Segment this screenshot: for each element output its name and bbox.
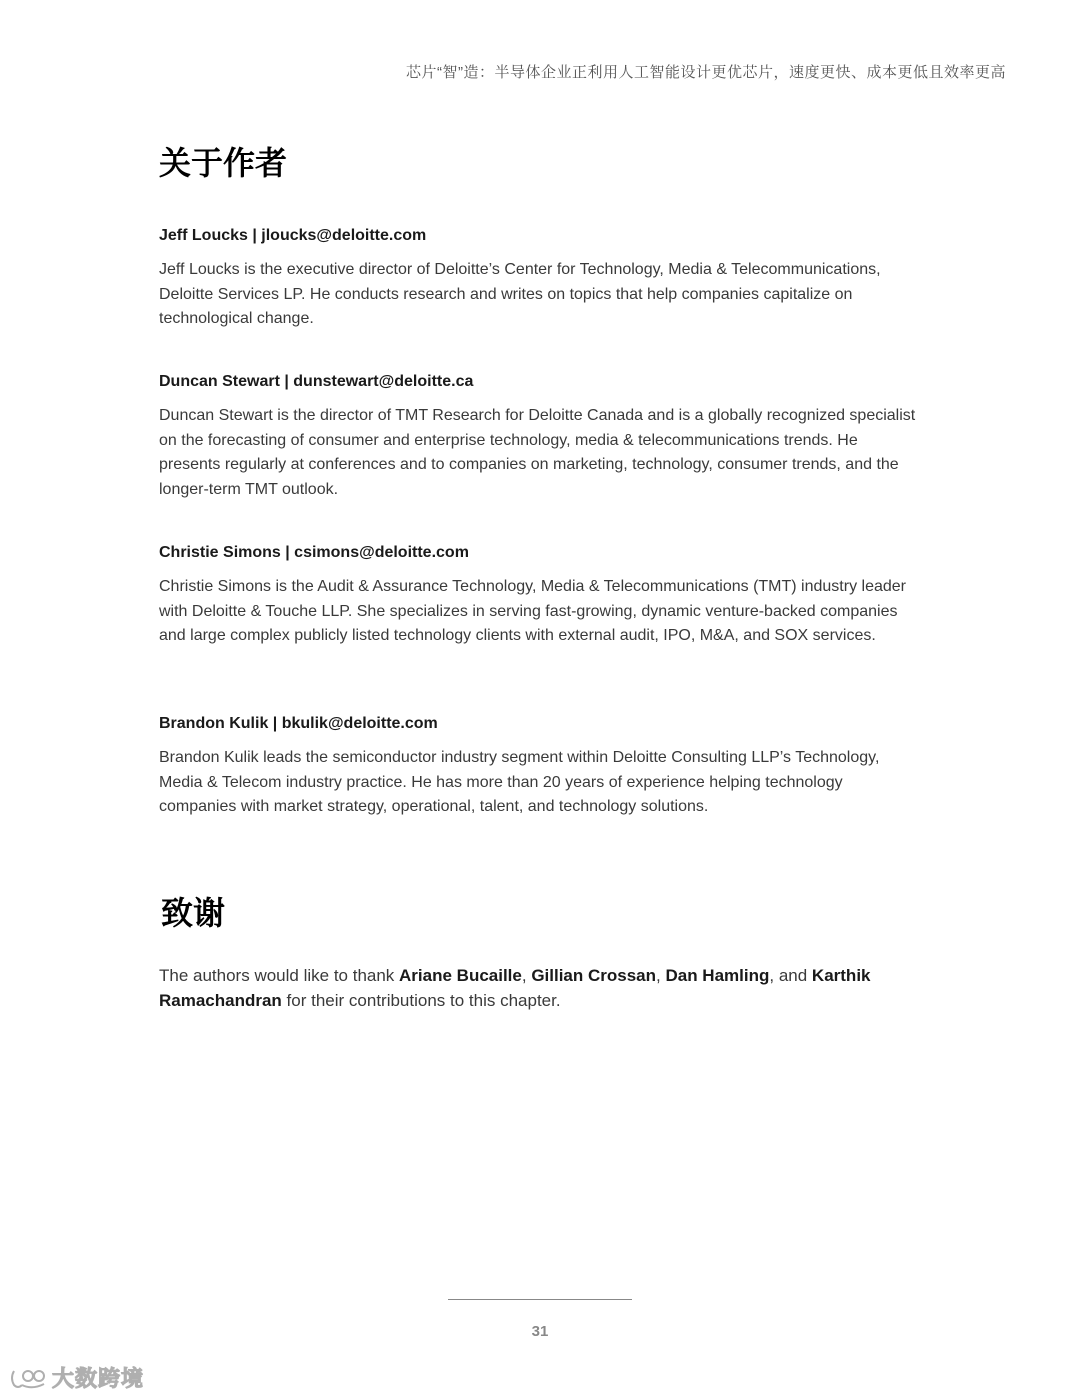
author-bio: Christie Simons is the Audit & Assurance Technology, Media & Telecommunications (TMT) industry leader with Deloitte & Touche LLP. She specializes in serving fast-growing, dynamic venture-backed companies and large complex publicly listed technology clients with external audit, IPO, M&A, and SOX services. xyxy=(159,578,906,645)
ack-name: Karthik Ramachandran xyxy=(159,966,871,1010)
acknowledgments-text xyxy=(159,964,919,1013)
watermark-logo-icon xyxy=(8,1365,48,1391)
author-entry-jeff-loucks xyxy=(159,226,919,332)
author-bio: Jeff Loucks is the executive director of Deloitte’s Center for Technology, Media & Telecommunications, Deloitte Services LP. He conducts research and writes on topics that help companies capitalize on technological change. xyxy=(159,261,881,328)
author-bio: Brandon Kulik leads the semiconductor industry segment within Deloitte Consulting LLP’s Technology, Media & Telecom industry practice. He has more than 20 years of experience helping technology companies with market strategy, operational, talent, and technology solutions. xyxy=(159,749,880,816)
ack-intro: The authors would like to thank xyxy=(159,966,400,985)
ack-separator: , and xyxy=(769,966,812,985)
page-number: 31 xyxy=(531,1323,549,1340)
watermark-text: 大数跨境 xyxy=(52,1366,145,1391)
running-header: 芯片“智”造：半导体企业正利用人工智能设计更优芯片，速度更快、成本更低且效率更高 xyxy=(406,64,1006,81)
watermark xyxy=(8,1362,144,1393)
ack-name: Gillian Crossan xyxy=(531,966,657,985)
about-authors-title: 关于作者 xyxy=(159,145,288,181)
author-heading: Jeff Loucks | jloucks@deloitte.com xyxy=(159,227,427,244)
ack-name: Ariane Bucaille xyxy=(399,966,522,985)
author-heading: Duncan Stewart | dunstewart@deloitte.ca xyxy=(159,373,474,390)
author-entry-christie-simons xyxy=(159,543,919,649)
author-bio: Duncan Stewart is the director of TMT Research for Deloitte Canada and is a globally recognized specialist on the forecasting of consumer and enterprise technology, media & telecommunications trends. He presents regularly at conferences and to companies on marketing, technology, consumer trends, and the longer-term TMT outlook. xyxy=(159,407,916,499)
acknowledgments-title: 致谢 xyxy=(161,895,226,931)
ack-separator: , xyxy=(521,966,532,985)
author-entry-duncan-stewart xyxy=(159,372,919,503)
footer-divider xyxy=(448,1299,632,1300)
ack-separator: , xyxy=(656,966,666,985)
author-heading: Christie Simons | csimons@deloitte.com xyxy=(159,544,469,561)
ack-outro: for their contributions to this chapter. xyxy=(281,990,561,1010)
ack-name: Dan Hamling xyxy=(665,966,770,985)
author-heading: Brandon Kulik | bkulik@deloitte.com xyxy=(159,715,438,732)
author-entry-brandon-kulik xyxy=(159,714,919,820)
